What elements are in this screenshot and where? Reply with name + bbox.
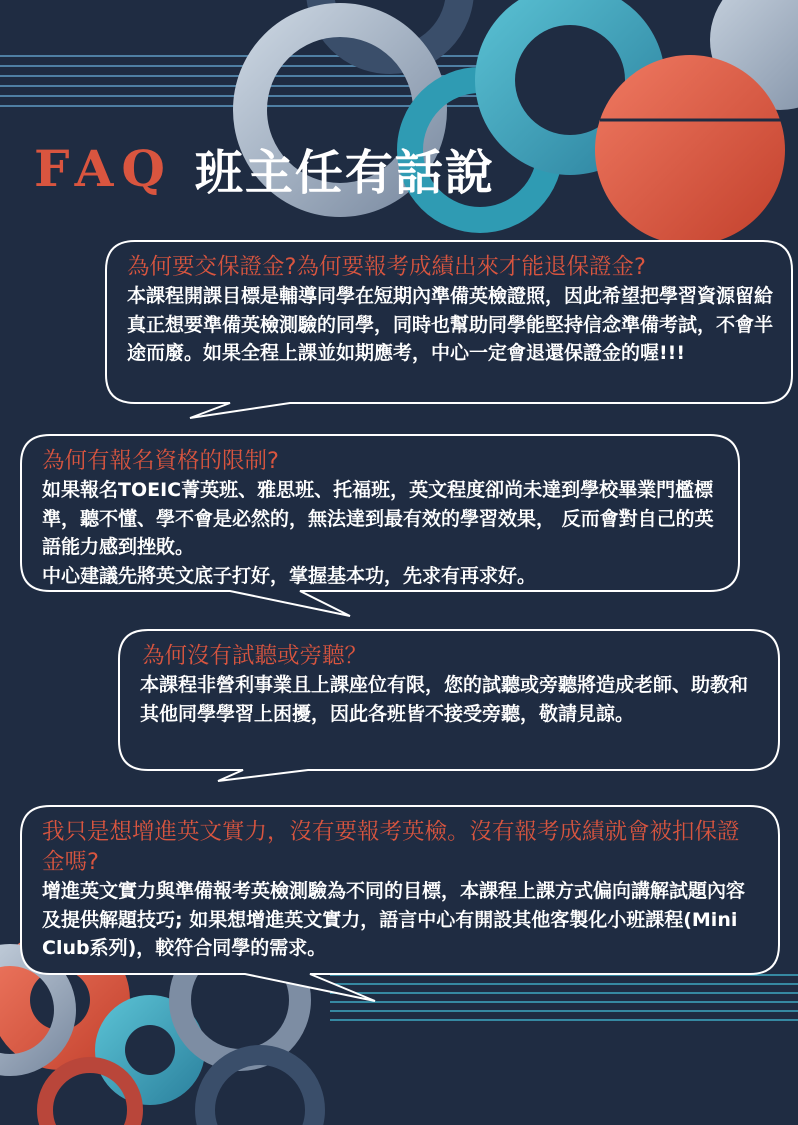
faq-answer-3: 本課程非營利事業且上課座位有限，您的試聽或旁聽將造成老師、助教和其他同學學習上困擾，因此各班皆不接受旁聽，敬請見諒。: [140, 674, 749, 725]
faq-answer-1: 本課程開課目標是輔導同學在短期內準備英檢證照，因此希望把學習資源留給真正想要準備英檢測驗的同學，同時也幫助同學能堅持信念準備考試，不會半途而廢。如果全程上課並如期應考，中心一定會退還保證金的喔!!!: [127, 285, 774, 364]
faq-answer-4: 增進英文實力與準備報考英檢測驗為不同的目標，本課程上課方式偏向講解試題內容及提供解題技巧; 如果想增進英文實力，語言中心有開設其他客製化小班課程(Mini Club系列)，較符合同學的需求。: [42, 880, 746, 959]
faq-question-4: 我只是想增進英文實力，沒有要報考英檢。沒有報考成績就會被扣保證金嗎?: [42, 819, 740, 875]
page-heading: 班主任有話說: [194, 144, 495, 201]
faq-question-2: 為何有報名資格的限制?: [42, 448, 279, 474]
faq-bubble-2: [20, 434, 740, 592]
faq-answer-2-extra: 中心建議先將英文底子打好，掌握基本功，先求有再求好。: [42, 564, 537, 587]
faq-label: FAQ: [34, 138, 173, 198]
faq-question-1: 為何要交保證金?為何要報考成績出來才能退保證金?: [127, 254, 646, 280]
faq-bubble-1: [105, 240, 793, 408]
faq-bubble-3: [118, 629, 780, 771]
faq-answer-2: 如果報名TOEIC菁英班、雅思班、托福班，英文程度卻尚未達到學校畢業門檻標準，聽不懂、學不會是必然的，無法達到最有效的學習效果， 反而會對自己的英語能力感到挫敗。: [42, 479, 714, 558]
page-title: [34, 128, 495, 208]
faq-question-3: 為何沒有試聽或旁聽？: [142, 643, 368, 669]
faq-bubble-4: [20, 805, 780, 975]
